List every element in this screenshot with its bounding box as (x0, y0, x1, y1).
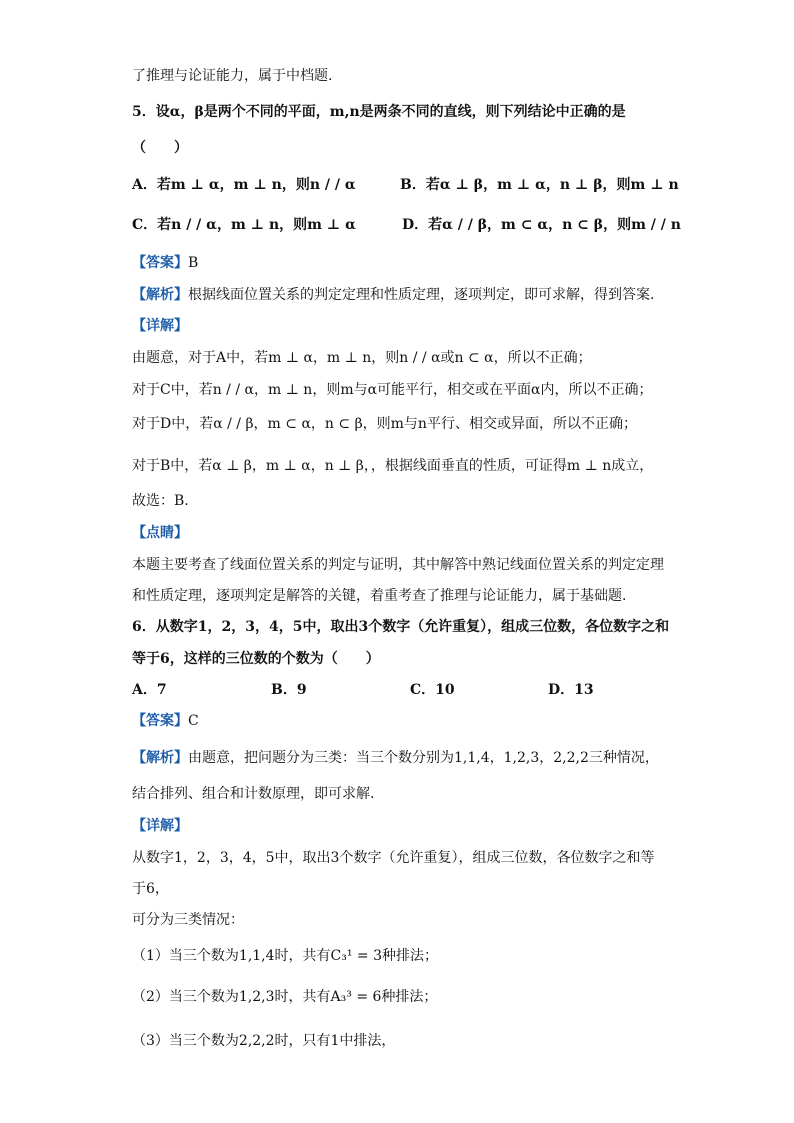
question-6-stem: 6．从数字1，2，3，4，5中，取出3个数字（允许重复），组成三位数，各位数字之和 (132, 619, 670, 635)
comment-tag: 【点睛】 (132, 525, 188, 541)
question-5-option-b: B．若α ⊥ β，m ⊥ α，n ⊥ β，则m ⊥ n (400, 177, 679, 193)
analysis-tag: 【解析】 (132, 287, 188, 303)
answer-tag: 【答案】 (132, 255, 188, 271)
detail-line: 对于C中，若n / / α，m ⊥ n，则m与α可能平行，相交或在平面α内，所以不正确； (132, 382, 653, 398)
analysis-line-cont: 结合排列、组合和计数原理，即可求解. (132, 786, 375, 802)
analysis-text: 由题意，把问题分为三类：当三个数分别为1,1,4，1,2,3，2,2,2三种情况， (188, 750, 659, 766)
analysis-tag: 【解析】 (132, 750, 188, 766)
question-6-stem-cont: 等于6，这样的三位数的个数为（ ） (132, 651, 380, 667)
detail-tag: 【详解】 (132, 818, 188, 834)
text-line: 了推理与论证能力，属于中档题. (132, 68, 333, 84)
detail-line: 对于D中，若α / / β，m ⊂ α，n ⊂ β，则m与n平行、相交或异面，所以不正确； (132, 416, 637, 432)
answer-line (132, 253, 672, 273)
comment-line: 和性质定理，逐项判定是解答的关键，着重考查了推理与论证能力，属于基础题. (132, 588, 627, 604)
answer-value: B (188, 255, 199, 271)
detail-line: 可分为三类情况： (132, 912, 244, 928)
question-5-option-d: D．若α / / β，m ⊂ α，n ⊂ β，则m / / n (402, 217, 681, 233)
answer-line (132, 711, 672, 731)
detail-line: （2）当三个数为1,2,3时，共有A₃³ = 6种排法； (132, 989, 438, 1005)
question-6-option-d: D．13 (548, 682, 594, 698)
detail-tag: 【详解】 (132, 318, 188, 334)
question-5-option-a: A．若m ⊥ α，m ⊥ n，则n / / α (132, 177, 356, 193)
analysis-line (132, 748, 672, 768)
detail-line: （1）当三个数为1,1,4时，共有C₃¹ = 3种排法； (132, 948, 439, 964)
question-6-option-b: B．9 (271, 682, 307, 698)
question-5-stem: 5．设α，β是两个不同的平面，m,n是两条不同的直线，则下列结论中正确的是 (132, 104, 626, 120)
detail-line: 于6， (132, 881, 169, 897)
detail-line: 故选：B. (132, 493, 189, 509)
question-5-option-c: C．若n / / α，m ⊥ n，则m ⊥ α (132, 217, 356, 233)
analysis-text: 根据线面位置关系的判定定理和性质定理，逐项判定，即可求解，得到答案. (188, 287, 655, 303)
question-6-option-a: A．7 (132, 682, 167, 698)
answer-tag: 【答案】 (132, 713, 188, 729)
answer-value: C (188, 713, 199, 729)
question-6-option-c: C．10 (410, 682, 455, 698)
analysis-line (132, 285, 672, 305)
detail-line: 由题意，对于A中，若m ⊥ α，m ⊥ n，则n / / α或n ⊂ α，所以不正确； (132, 350, 592, 366)
question-5-paren: （ ） (132, 140, 188, 156)
detail-line: （3）当三个数为2,2,2时，只有1中排法， (132, 1033, 396, 1049)
comment-line: 本题主要考查了线面位置关系的判定与证明，其中解答中熟记线面位置关系的判定定理 (132, 557, 664, 573)
detail-line: 对于B中，若α ⊥ β，m ⊥ α，n ⊥ β，，根据线面垂直的性质，可证得m ⊥ n成立， (132, 458, 654, 474)
detail-line: 从数字1，2，3，4，5中，取出3个数字（允许重复），组成三位数，各位数字之和等 (132, 850, 655, 866)
